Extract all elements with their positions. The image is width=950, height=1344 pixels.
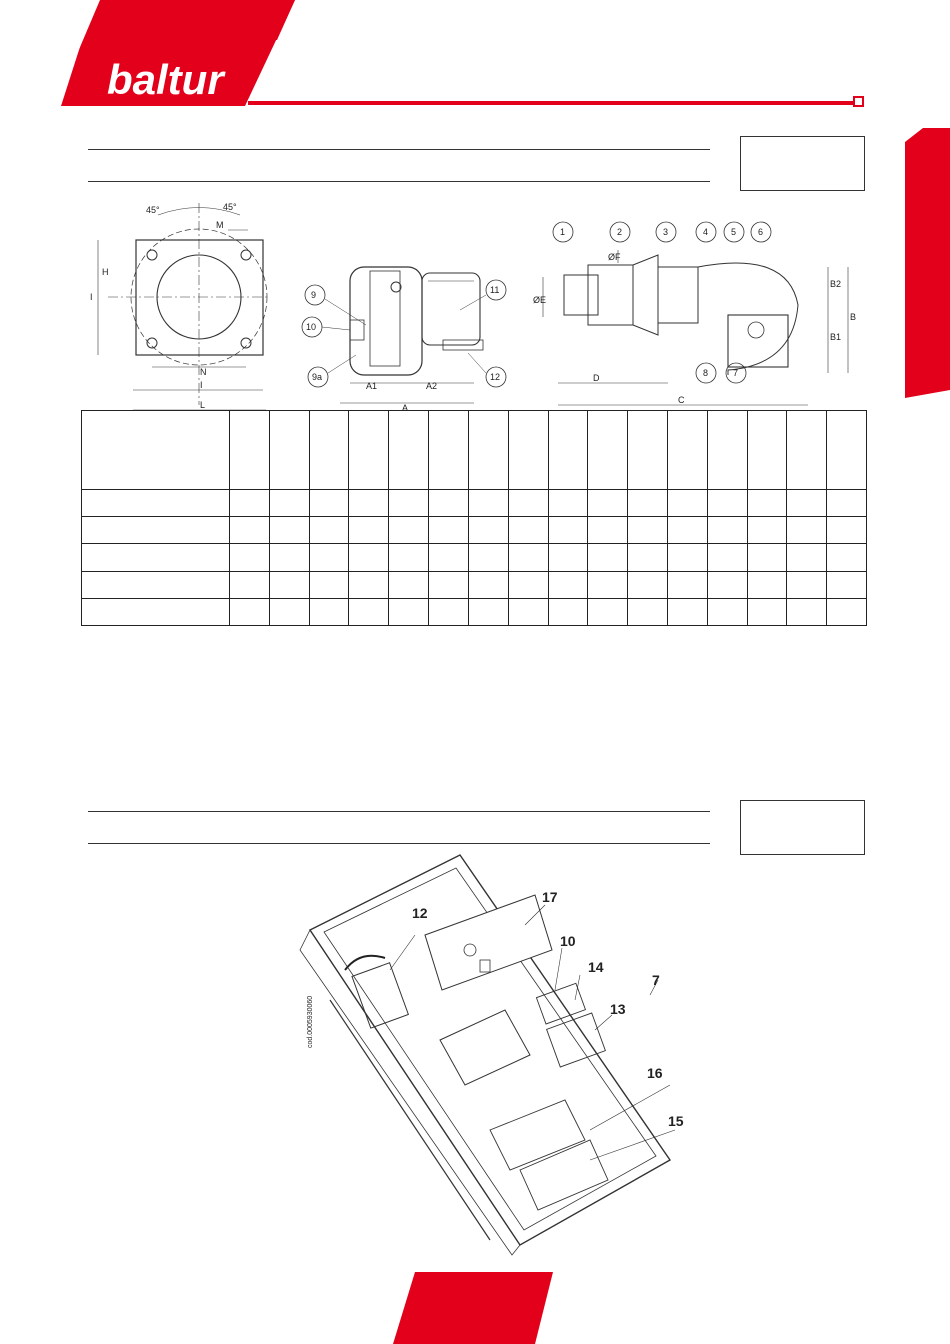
dim-label-h: H bbox=[102, 267, 109, 277]
burner-side-view bbox=[302, 267, 506, 413]
dim-label-i2: I bbox=[90, 292, 93, 302]
brand-wordmark: baltur bbox=[107, 56, 224, 103]
side-language-tab bbox=[905, 128, 950, 398]
dim-label-m: M bbox=[216, 220, 224, 230]
section1-top-rule bbox=[88, 149, 710, 150]
dim-label-a2: A2 bbox=[426, 381, 438, 391]
table-row bbox=[82, 517, 867, 544]
callout-7: 7 bbox=[733, 368, 739, 378]
angle-label-right: 45° bbox=[223, 202, 237, 212]
callout-10: 10 bbox=[306, 322, 317, 332]
photo-callout-13: 13 bbox=[610, 1001, 626, 1017]
dim-label-l: L bbox=[200, 400, 206, 410]
callout-2: 2 bbox=[617, 227, 623, 237]
callout-3: 3 bbox=[663, 227, 669, 237]
photo-callout-10: 10 bbox=[560, 933, 576, 949]
callout-1: 1 bbox=[560, 227, 566, 237]
dim-label-b2: B2 bbox=[830, 279, 842, 289]
dim-label-d: D bbox=[593, 373, 600, 383]
callout-8: 8 bbox=[703, 368, 709, 378]
control-panel-illustration bbox=[290, 850, 730, 1260]
header-rule bbox=[248, 101, 854, 105]
callout-9a: 9a bbox=[312, 372, 323, 382]
dimension-table bbox=[81, 410, 867, 626]
callout-6: 6 bbox=[758, 227, 764, 237]
section1-bottom-rule bbox=[88, 181, 710, 182]
photo-callout-12: 12 bbox=[412, 905, 428, 921]
callout-12: 12 bbox=[490, 372, 501, 382]
dimension-drawing bbox=[88, 195, 868, 420]
table-row bbox=[82, 490, 867, 517]
dim-label-i: I bbox=[200, 380, 203, 390]
dim-label-b1: B1 bbox=[830, 332, 842, 342]
table-header-row bbox=[82, 411, 867, 490]
table-row bbox=[82, 571, 867, 598]
table-row bbox=[82, 544, 867, 571]
dim-label-a1: A1 bbox=[366, 381, 378, 391]
dim-label-b: B bbox=[850, 312, 857, 322]
callout-4: 4 bbox=[703, 227, 709, 237]
flange-view bbox=[90, 202, 268, 410]
baltur-logo bbox=[55, 0, 295, 112]
page-number-tab bbox=[393, 1272, 553, 1344]
angle-label-left: 45° bbox=[146, 205, 160, 215]
table-row bbox=[82, 598, 867, 625]
section1-label-box bbox=[740, 136, 865, 191]
photo-callout-16: 16 bbox=[647, 1065, 663, 1081]
photo-code: cod.0005930060 bbox=[307, 995, 314, 1048]
callout-11: 11 bbox=[490, 285, 500, 295]
dim-label-f: ØF bbox=[608, 252, 621, 262]
header-rule-end bbox=[853, 96, 864, 107]
section2-bottom-rule bbox=[88, 843, 710, 844]
burner-front-view bbox=[533, 222, 856, 405]
photo-callout-17: 17 bbox=[542, 889, 558, 905]
dim-label-c: C bbox=[678, 395, 685, 405]
photo-callout-14: 14 bbox=[588, 959, 604, 975]
callout-9: 9 bbox=[311, 290, 317, 300]
callout-5: 5 bbox=[731, 227, 737, 237]
dim-label-e: ØE bbox=[533, 295, 547, 305]
section2-top-rule bbox=[88, 811, 710, 812]
photo-callout-15: 15 bbox=[668, 1113, 684, 1129]
photo-callout-7: 7 bbox=[652, 972, 660, 988]
dim-label-n: N bbox=[200, 367, 207, 377]
section2-label-box bbox=[740, 800, 865, 855]
dim-label-a: A bbox=[402, 403, 409, 413]
